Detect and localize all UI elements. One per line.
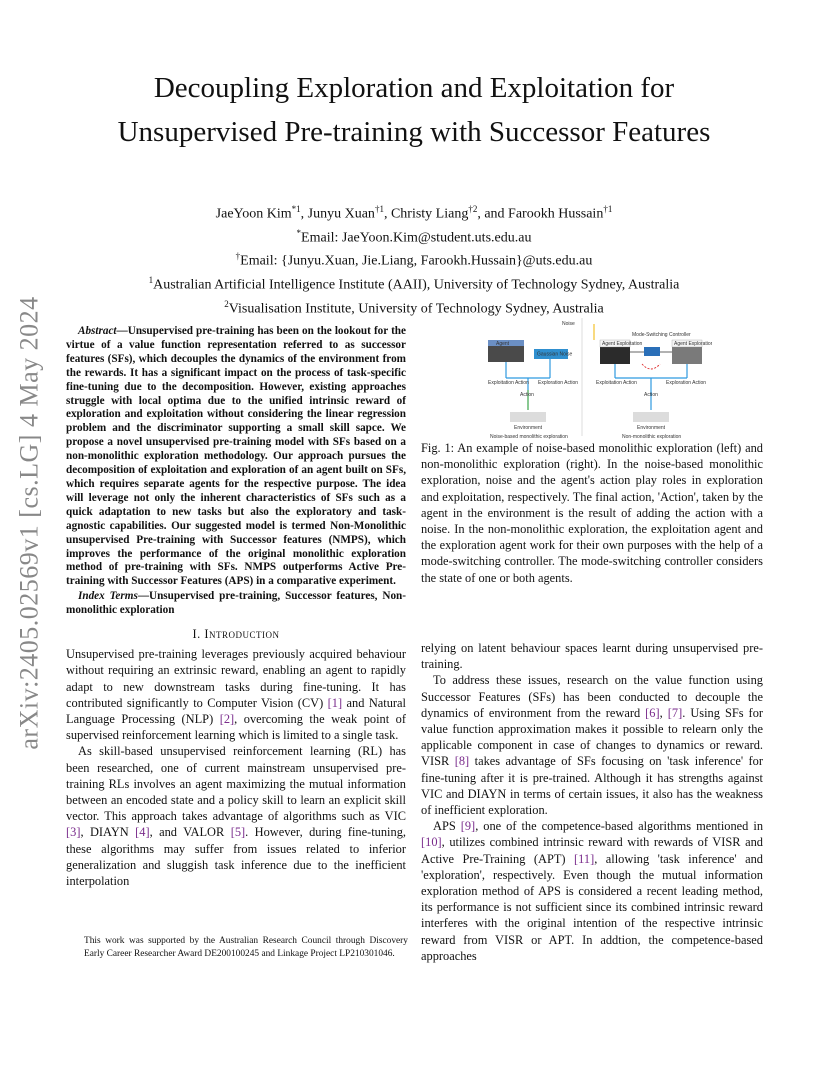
fig-agent-label: Agent xyxy=(496,341,510,347)
citation-link[interactable]: [3] xyxy=(66,825,81,840)
fig-right-dashed-link xyxy=(642,364,660,369)
arxiv-stamp xyxy=(10,290,50,755)
right-paragraph-2 xyxy=(421,818,763,964)
fig-left-environment-label: Environment xyxy=(514,425,543,431)
arxiv-stamp-text: arXiv:2405.02569v1 [cs.LG] 4 May 2024 xyxy=(15,295,44,750)
paragraph-text: , and VALOR xyxy=(149,825,231,840)
fig-right-environment-box xyxy=(633,412,669,422)
citation-link[interactable]: [1] xyxy=(327,695,343,710)
paragraph-text: , one of the competence-based algorithms mentioned in xyxy=(475,819,764,834)
fig-noise-label: Noise xyxy=(562,321,575,327)
paragraph-text: , allowing 'task inference' and 'exploration', respectively. Even though the mutual information exploration method of APS is considered a recent leading method, its performance is not sufficient since its combined intrinsic reward interferes with the original intention of the respective intrinsic reward from VISR or APT. In addtion, the competence-based approaches xyxy=(421,851,763,963)
paragraph-text: takes advantage of SFs focusing on 'task inference' for fine-tuning after it is pre-trained. Although it has strengths against VIC and DIAYN in terms of certain issues, it also has the weakness of inefficient exploration. xyxy=(421,754,763,818)
fig-mode-switch-label: Mode-Switching Controller xyxy=(632,332,691,338)
fig-left-environment-box xyxy=(510,412,546,422)
intro-paragraph-1 xyxy=(66,646,406,743)
fig-left-action-label: Action xyxy=(520,392,534,398)
paragraph-text: Unsupervised pre-training leverages previously acquired behaviour without requiring an extrinsic reward, enabling an agent to rapidly adapt to new downstream tasks during fine-tuning. It has contributed significantly to Computer Vision (CV) xyxy=(66,647,406,710)
funding-footnote: This work was supported by the Australian Research Council through Discovery Early Career Researcher Award DE200100245 and Linkage Project LP210301046. xyxy=(84,936,408,959)
paper-title: Decoupling Exploration and Exploitation for Unsupervised Pre-training with Successor Features xyxy=(117,72,711,148)
fig-right-exploration-action: Exploration Action xyxy=(666,380,707,386)
citation-link[interactable]: [4] xyxy=(135,825,150,840)
figure-1-diagram xyxy=(482,316,712,440)
author-block xyxy=(60,200,768,318)
fig-gaussian-noise-label: Gaussian Noise xyxy=(537,351,573,358)
right-column xyxy=(421,440,763,594)
fig-right-expl-action: Exploitation Action xyxy=(596,380,637,386)
author-email-2: †Email: {Junyu.Xuan, Jie.Liang, Farookh.Hussain}@uts.edu.au xyxy=(235,251,593,269)
paragraph-text: . Using SFs for value function approximation makes it possible to relearn only the applicable component in case of changes to dynamics or reward. VISR xyxy=(421,705,764,769)
fig-right-environment-label: Environment xyxy=(637,425,666,431)
left-column xyxy=(66,325,406,889)
fig-right-subcaption: Non-monolithic exploration xyxy=(622,434,682,440)
author-email-1: *Email: JaeYoon.Kim@student.uts.edu.au xyxy=(296,227,532,246)
intro-paragraph-2 xyxy=(66,743,406,889)
paragraph-text: relying on latent behaviour spaces learnt during unsupervised pre-training. xyxy=(421,641,763,672)
paragraph-text: , xyxy=(659,705,668,720)
citation-link[interactable]: [9] xyxy=(460,819,476,834)
fig-agent-exploitation-label: Agent Exploitation xyxy=(602,341,643,347)
paragraph-text: and Natural Language Processing (NLP) xyxy=(66,695,406,727)
citation-link[interactable]: [7] xyxy=(667,705,683,720)
citation-link[interactable]: [8] xyxy=(454,754,470,769)
author-names: JaeYoon Kim$^{*1}$, Junyu Xuan$^{\dagger 1}$, Christy Liang$^{\dagger 2}$, and Farookh Hussain$^{\dagger 1}$ xyxy=(215,204,613,222)
paragraph-text: , overcoming the weak point of supervised reinforcement learning which is limited to a single task. xyxy=(66,712,406,743)
paragraph-text: , utilizes combined intrinsic reward with rewards of VISR and Active Pre-Training (APT) xyxy=(421,835,763,866)
fig-mode-switch-box xyxy=(644,347,660,356)
figure-1-caption: Fig. 1: An example of noise-based monolithic exploration (left) and non-monolithic exploration (right). In the noise-based monolithic exploration, noise and the agent's action play roles in exploration and exploitation, respectively. The final action, 'Action', taken by the agent in the environment is the result of adding the action with a noise. In the non-monolithic exploration, the exploitation agent and the exploration agent work for their own purposes with the help of a mode-switching controller. The mode-switching controller considers the state of one or both agents. xyxy=(421,441,763,585)
right-column-text xyxy=(421,640,763,964)
paragraph-text: APS xyxy=(433,819,461,834)
fig-agent-exploration-label: Agent Exploration xyxy=(674,341,712,347)
fig-right-connectors xyxy=(615,364,687,410)
paragraph-text: . However, during fine-tuning, these algorithms may suffer from issues related to inferior generalization and sluggish task inference due to the inefficient interpolation xyxy=(66,825,406,889)
fig-right-action-label: Action xyxy=(644,392,658,398)
right-paragraph-0 xyxy=(421,640,763,672)
paragraph-text: As skill-based unsupervised reinforcement learning (RL) has been researched, one of current mainstream unsupervised pre-training RLs involves an agent maximizing the mutual information between an encoded state and a policy skill to learn an explicit skill vector. This approach takes advantage of algorithms such as VIC xyxy=(66,744,406,824)
abstract: Abstract—Unsupervised pre-training has been on the lookout for the virtue of a value function representation referred to as successor features (SFs), which decouples the dynamics of the environment from the rewards. It has a significant impact on the process of task-specific fine-tuning due to the decomposition. However, existing approaches struggle with local optima due to the unified intrinsic reward of exploration and exploitation without considering the linear regression problem and the discriminator supporting a small skill sapce. We propose a novel unsupervised pre-training model with SFs based on a non-monolithic exploration methodology. Our approach pursues the decomposition of exploitation and exploration of an agent built on SFs, which requires separate agents for the respective purpose. The idea will leverage not only the inherent characteristics of SFs such as a quick adaptation to new tasks but also the exploratory and task-agnostic capabilities. Our suggested model is termed Non-Monolithic unsupervised Pre-training with Successor features (NMPS), which improves the performance of the original monolithic exploration method of pre-training with SFs. NMPS outperforms Active Pre-training with Successor Features (APS) in a comparative experiment. xyxy=(66,325,406,588)
figure-1 xyxy=(482,316,712,440)
citation-link[interactable]: [11] xyxy=(574,851,595,866)
affiliation-2: $^2$Visualisation Institute, University of Technology Sydney, Australia xyxy=(224,298,604,317)
fig-left-expl-action: Exploitation Action xyxy=(488,380,529,386)
paragraph-text: , DIAYN xyxy=(80,825,136,840)
citation-link[interactable]: [2] xyxy=(219,712,235,727)
section-heading-introduction: I. Introduction xyxy=(192,627,280,642)
paragraph-text: To address these issues, research on the value function using Successor Features (SFs) has been conducted to decouple the dynamics of environment from the reward xyxy=(421,673,763,720)
citation-link[interactable]: [6] xyxy=(645,705,660,720)
fig-left-exploration-action: Exploration Action xyxy=(538,380,579,386)
citation-link[interactable]: [10] xyxy=(421,835,442,850)
fig-left-subcaption: Noise-based monolithic exploration xyxy=(490,434,568,440)
citation-link[interactable]: [5] xyxy=(230,825,246,840)
right-paragraph-1 xyxy=(421,672,763,818)
index-terms: Index Terms—Unsupervised pre-training, Successor features, Non-monolithic exploration xyxy=(66,590,406,617)
affiliation-1: $^1$Australian Artificial Intelligence Institute (AAII), University of Technology Sydney, Australia xyxy=(148,274,680,293)
